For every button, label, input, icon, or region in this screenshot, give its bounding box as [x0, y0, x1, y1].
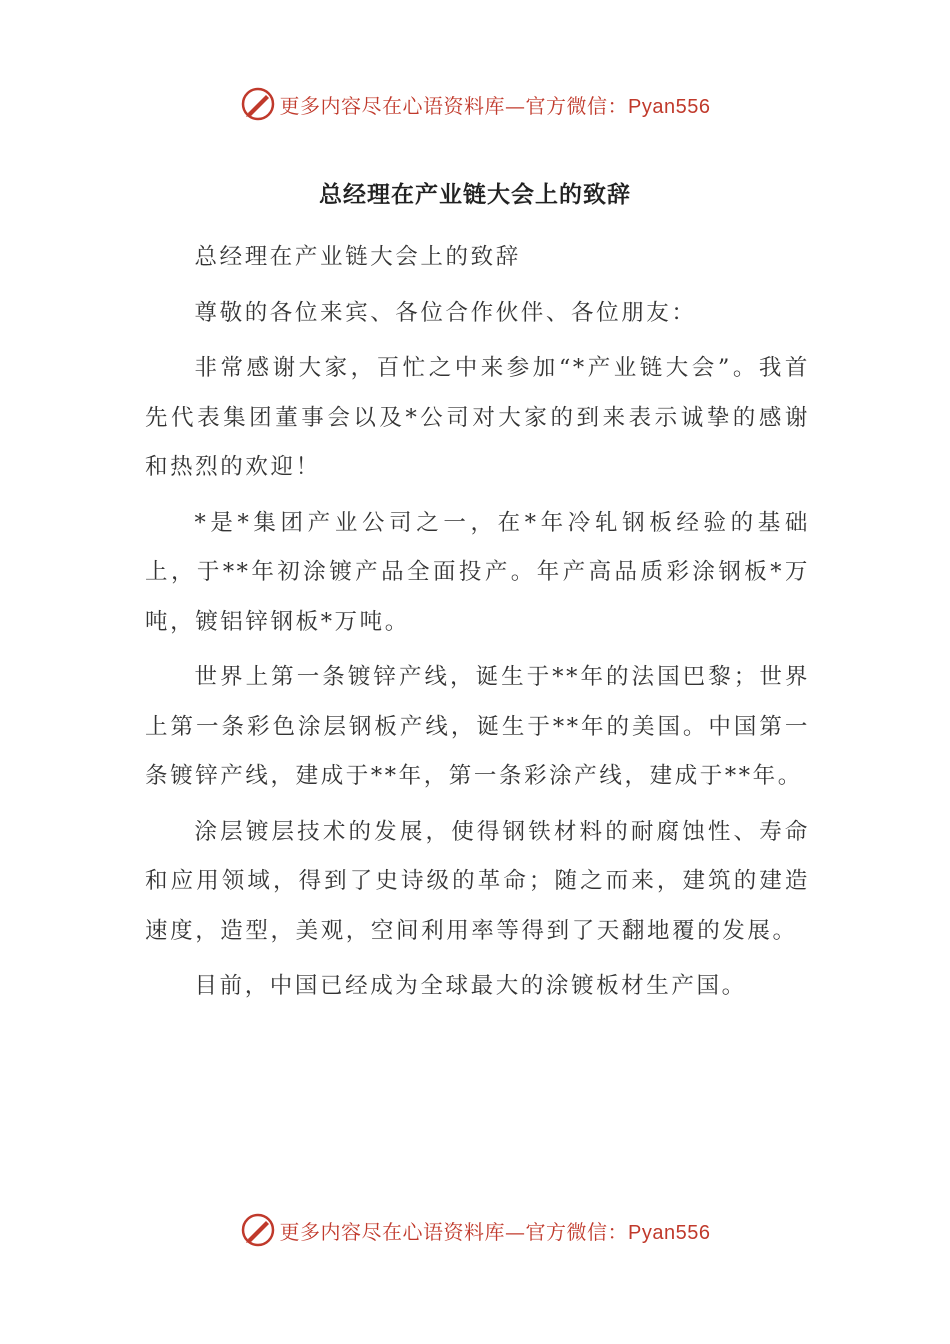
- footer-banner: [0, 1210, 950, 1250]
- paragraph: 涂层镀层技术的发展，使得钢铁材料的耐腐蚀性、寿命和应用领域，得到了史诗级的革命；随之而来，建筑的建造速度，造型，美观，空间利用率等得到了天翻地覆的发展。: [145, 818, 810, 944]
- header-banner: [0, 84, 950, 124]
- paragraph: *是*集团产业公司之一，在*年冷轧钢板经验的基础上，于**年初涂镀产品全面投产。年产高品质彩涂钢板*万吨，镀铝锌钢板*万吨。: [145, 509, 810, 635]
- quill-pen-logo-icon: [240, 86, 276, 122]
- paragraph: 非常感谢大家，百忙之中来参加“*产业链大会”。我首先代表集团董事会以及*公司对大家的到来表示诚挚的感谢和热烈的欢迎！: [145, 355, 810, 480]
- paragraph: 目前，中国已经成为全球最大的涂镀板材生产国。: [194, 973, 747, 999]
- document-body: [145, 233, 810, 1018]
- banner-text: 更多内容尽在心语资料库—官方微信：Pyan556: [279, 93, 711, 118]
- paragraph: 世界上第一条镀锌产线，诞生于**年的法国巴黎；世界上第一条彩色涂层钢板产线，诞生于**年的美国。中国第一条镀锌产线，建成于**年，第一条彩涂产线，建成于**年。: [145, 664, 810, 789]
- wechat-id: Pyan556: [628, 1221, 711, 1244]
- banner-text: 更多内容尽在心语资料库—官方微信：Pyan556: [279, 1219, 711, 1244]
- document-title: 总经理在产业链大会上的致辞: [319, 182, 631, 208]
- wechat-id: Pyan556: [628, 95, 711, 118]
- quill-pen-logo-icon: [240, 1212, 276, 1248]
- paragraph: 尊敬的各位来宾、各位合作伙伴、各位朋友：: [194, 299, 697, 326]
- paragraph: 总经理在产业链大会上的致辞: [194, 244, 521, 270]
